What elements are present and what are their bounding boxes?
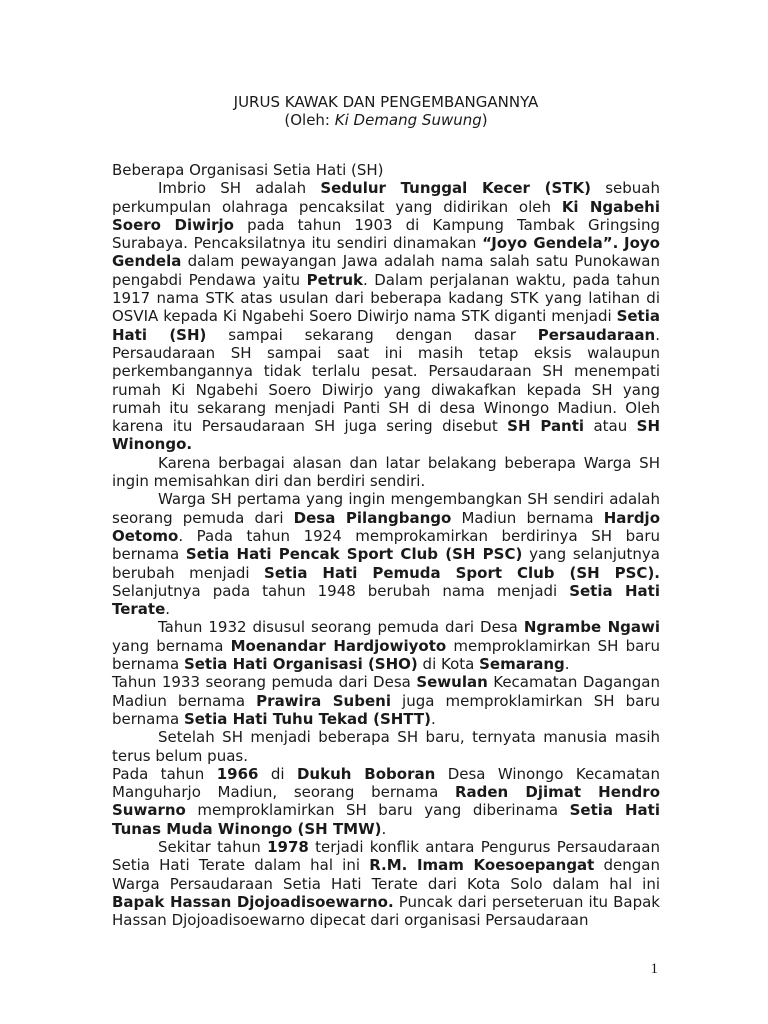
text-run: . Persaudaraan SH sampai saat ini masih tetap eksis walaupun perkembangannya tidak terlalu pesat. Persaudaraan SH menempati rumah Ki Ngabehi Soero Diwirjo yang diwakafkan kepada SH yang rumah itu sekarang menjadi Panti SH di desa Winongo Madiun. Oleh karena itu Persaudaraan SH juga sering disebut — [112, 325, 661, 436]
text-run: . — [165, 600, 171, 619]
bold-text: Setia Hati (SH) — [112, 307, 660, 344]
bold-text: Persaudaraan — [537, 325, 656, 344]
text-run: di — [258, 764, 297, 783]
bold-text: Setia Hati Tunas Muda Winongo (SH TMW) — [112, 801, 660, 838]
paragraph — [112, 618, 660, 673]
text-run: terjadi konflik antara Pengurus Persaudaraan Setia Hati Terate dalam hal ini — [112, 837, 661, 875]
paragraph — [112, 179, 660, 453]
bold-text: SH Panti — [507, 417, 585, 436]
author-prefix: (Oleh: — [284, 111, 335, 129]
paragraph — [112, 765, 660, 838]
text-run: juga memproklamirkan SH baru bernama — [112, 691, 661, 728]
text-run: yang selanjutnya berubah menjadi — [112, 545, 660, 582]
bold-text: Ngrambe Ngawi — [523, 618, 660, 637]
author-line — [112, 111, 660, 129]
text-run: pada tahun 1903 di Kampung Tambak Gringsing Surabaya. Pencaksilatnya itu sendiri dinamakan — [112, 215, 660, 253]
bold-text: Moenandar Hardjowiyoto — [230, 636, 447, 655]
text-run: dalam pewayangan Jawa adalah nama salah satu Punokawan pengabdi Pendawa yaitu — [112, 252, 660, 289]
text-run: . Pada tahun 1924 memprokamirkan berdirinya SH baru bernama — [112, 526, 660, 564]
bold-text: Raden Djimat Hendro Suwarno — [112, 783, 660, 820]
document-title — [112, 93, 660, 129]
bold-text: Ki Ngabehi Soero Diwirjo — [112, 197, 660, 234]
text-run: Madiun bernama — [451, 508, 604, 527]
paragraph — [112, 454, 660, 491]
text-run: memproklamirkan SH baru yang diberinama — [185, 801, 570, 820]
text-run: Tahun 1933 seorang pemuda dari Desa — [112, 673, 417, 692]
text-run: Setelah SH menjadi beberapa SH baru, ternyata manusia masih terus belum puas. — [112, 728, 660, 765]
title-line: JURUS KAWAK DAN PENGEMBANGANNYA — [233, 93, 539, 111]
text-run: Imbrio SH adalah — [158, 179, 321, 198]
text-run: atau — [584, 417, 637, 436]
text-run: yang bernama — [112, 636, 231, 655]
bold-text: Semarang — [479, 655, 565, 674]
bold-text: SH Winongo. — [112, 417, 660, 454]
text-run: sampai sekarang dengan dasar — [206, 325, 538, 344]
bold-text: Prawira Subeni — [256, 691, 391, 710]
bold-text: Setia Hati Organisasi (SHO) — [183, 655, 418, 674]
text-run: . — [430, 709, 436, 728]
paragraph — [112, 838, 660, 929]
bold-text: 1978 — [267, 837, 309, 856]
bold-text: Sewulan — [416, 673, 488, 692]
text-run: Tahun 1932 disusul seorang pemuda dari Desa — [158, 618, 524, 637]
bold-text: Desa Pilangbango — [293, 508, 452, 527]
author-suffix: ) — [481, 111, 488, 129]
paragraph — [112, 673, 660, 728]
bold-text: Petruk — [306, 270, 364, 289]
bold-text: Sedulur Tunggal Kecer (STK) — [320, 179, 591, 198]
text-run: memproklamirkan SH baru bernama — [112, 636, 660, 674]
author-name: Ki Demang Suwung — [334, 111, 482, 129]
bold-text: Setia Hati Tuhu Tekad (SHTT) — [183, 709, 431, 728]
bold-text: 1966 — [216, 764, 259, 783]
bold-text: Bapak Hassan Djojoadisoewarno. — [112, 892, 394, 911]
text-run: Pada tahun — [112, 764, 217, 783]
paragraph — [112, 728, 660, 765]
bold-text: “Joyo Gendela”. — [482, 234, 619, 253]
bold-text: R.M. Imam Koesoepangat — [369, 856, 595, 875]
bold-text: Joyo Gendela — [112, 234, 660, 271]
text-run: . Dalam perjalanan waktu, pada tahun 1917 nama STK atas usulan dari beberapa kadang STK yang latihan di OSVIA kepada Ki Ngabehi Soero Diwirjo nama STK diganti menjadi — [112, 270, 660, 326]
text-run: . — [564, 655, 570, 674]
bold-text: Dukuh Boboran — [296, 764, 436, 783]
page-number: 1 — [650, 961, 658, 977]
bold-text: Setia Hati Pemuda Sport Club (SH PSC). — [264, 563, 660, 582]
text-run: sebuah perkumpulan olahraga pencaksilat yang didirikan oleh — [112, 179, 660, 216]
text-run: Desa Winongo Kecamatan Manguharjo Madiun, seorang bernama — [112, 764, 660, 802]
text-run: Puncak dari perseteruan itu Bapak Hassan Djojoadisoewarno dipecat dari organisasi Persaudaraan — [112, 892, 660, 930]
text-run: di Kota — [417, 655, 480, 674]
text-run: Selanjutnya pada tahun 1948 berubah nama menjadi — [112, 581, 570, 600]
text-run: Sekitar tahun — [158, 837, 268, 856]
text-run: Warga SH pertama yang ingin mengembangkan SH sendiri adalah seorang pemuda dari — [112, 490, 660, 527]
bold-text: Hardjo Oetomo — [112, 508, 661, 545]
text-run: Karena berbagai alasan dan latar belakang beberapa Warga SH ingin memisahkan diri dan berdiri sendiri. — [112, 453, 660, 491]
text-run: Kecamatan Dagangan Madiun bernama — [112, 673, 661, 710]
text-run: . — [381, 819, 387, 838]
section-heading: Beberapa Organisasi Setia Hati (SH) — [112, 161, 384, 179]
paragraph — [112, 490, 660, 618]
bold-text: Setia Hati Pencak Sport Club (SH PSC) — [185, 545, 523, 564]
document-body — [112, 161, 660, 929]
text-run: dengan Warga Persaudaraan Setia Hati Terate dari Kota Solo dalam hal ini — [112, 856, 660, 893]
bold-text: Setia Hati Terate — [112, 581, 660, 619]
